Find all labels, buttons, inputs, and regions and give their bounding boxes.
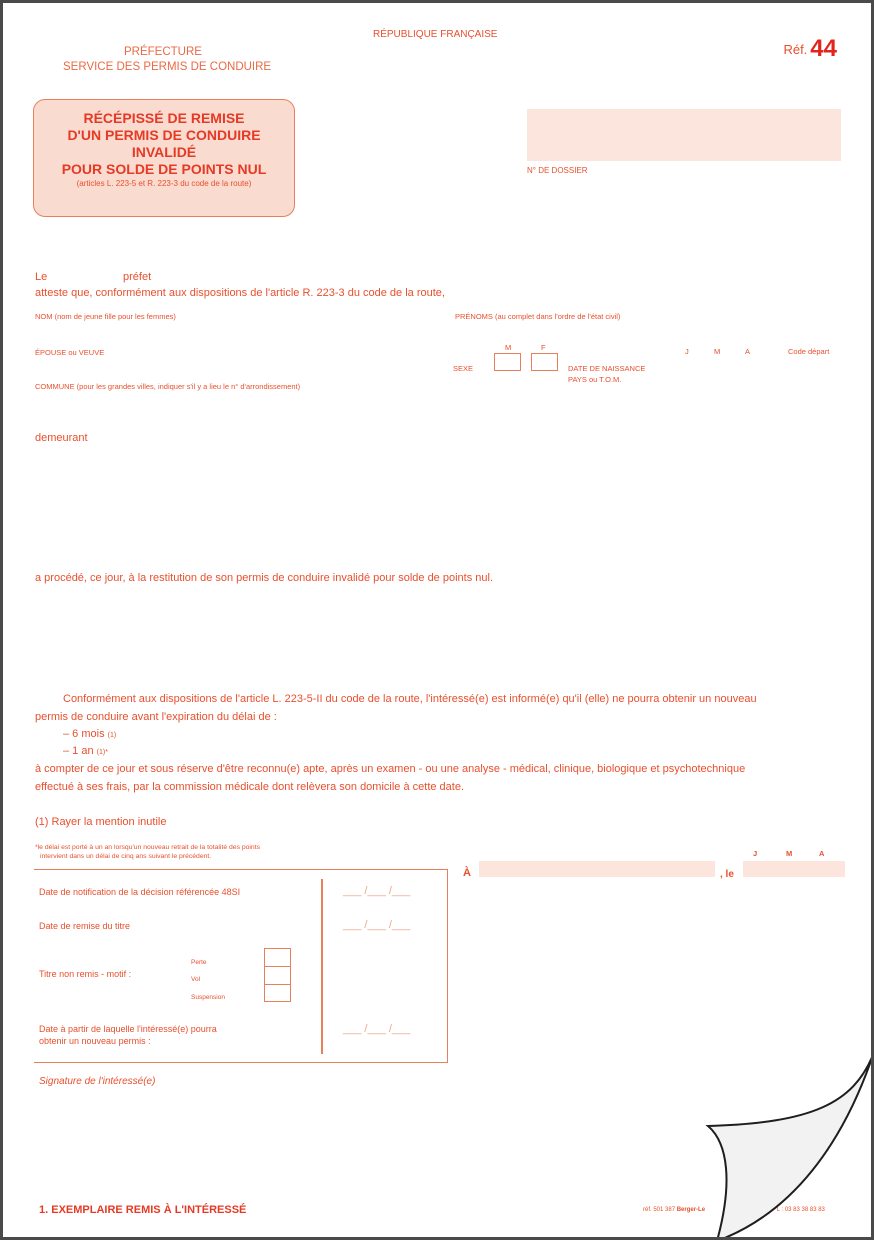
prefet-location-field[interactable] [63, 269, 119, 283]
signature-label: Signature de l'intéressé(e) [39, 1076, 156, 1087]
motif-vol-label: Vol [191, 976, 201, 983]
signing-date-field[interactable] [743, 861, 845, 877]
option-6-mois-note: (1) [107, 732, 117, 739]
option-1-an-note: (1)* [96, 749, 108, 756]
notification-date-label: Date de notification de la décision référencée 48SI [39, 887, 241, 897]
prenoms-label: PRÉNOMS (au complet dans l'ordre de l'état civil) [455, 312, 621, 321]
date-naissance-label: DATE DE NAISSANCE [568, 364, 646, 373]
motif-suspension-label: Suspension [191, 994, 225, 1001]
birth-year-label: A [745, 347, 751, 356]
sexe-m-label: M [505, 343, 512, 352]
notification-date-field[interactable]: ___ /___ /___ [343, 885, 411, 897]
place-field[interactable] [479, 861, 715, 877]
title-subtitle: (articles L. 223-5 et R. 223-3 du code de la route) [76, 179, 252, 188]
sexe-label: SEXE [453, 364, 474, 373]
title-line-1: RÉCÉPISSÉ DE REMISE [83, 110, 245, 126]
ref-number: 44 [810, 35, 837, 62]
form-reference [783, 35, 837, 63]
printer-phone: L : 03 83 38 83 83 [776, 1207, 825, 1213]
le-label: Le [35, 271, 48, 283]
option-6-mois-label: – 6 mois [63, 728, 105, 740]
sexe-f-label: F [541, 343, 546, 352]
service-line: SERVICE DES PERMIS DE CONDUIRE [63, 61, 272, 73]
nom-label: NOM (nom de jeune fille pour les femmes) [35, 312, 176, 321]
remise-date-field[interactable]: ___ /___ /___ [343, 919, 411, 931]
motif-suspension-checkbox[interactable] [264, 984, 291, 1002]
title-line-3: INVALIDÉ [131, 144, 197, 160]
code-depart-label: Code départ [788, 347, 830, 356]
titre-non-remis-label: Titre non remis - motif : [39, 969, 132, 979]
page-curl-icon [703, 1053, 874, 1240]
republique-francaise: RÉPUBLIQUE FRANÇAISE [373, 29, 498, 40]
conformement-paragraph-line1: Conformément aux dispositions de l'article L. 223-5-II du code de la route, l'intéressé(e) est informé(e) qu'il (elle) ne pourra obtenir un nouveau [63, 693, 757, 705]
nouveau-permis-date-label-line2: obtenir un nouveau permis : [39, 1036, 151, 1046]
sexe-f-checkbox[interactable] [531, 353, 558, 371]
nouveau-permis-date-label-line1: Date à partir de laquelle l'intéressé(e) pourra [39, 1024, 217, 1034]
dossier-number-field[interactable] [527, 109, 841, 161]
nouveau-permis-date-field[interactable]: ___ /___ /___ [343, 1023, 411, 1035]
pays-label: PAYS ou T.O.M. [568, 375, 622, 384]
printer-ref-code: réf. 501 387 [643, 1207, 676, 1213]
delai-note-line2: intervient dans un délai de cinq ans suivant le précédent. [40, 853, 212, 860]
printer-brand: Berger-Le [676, 1207, 706, 1213]
prefecture-line: PRÉFECTURE [124, 46, 202, 58]
apte-paragraph-line1: à compter de ce jour et sous réserve d'être reconnu(e) apte, après un examen - ou une analyse - médical, clinique, biologique et psychotechnique [35, 763, 746, 775]
commune-label: COMMUNE (pour les grandes villes, indiquer s'il y a lieu le n° d'arrondissement) [35, 382, 301, 391]
signing-month-label: M [786, 849, 793, 858]
birth-month-label: M [714, 347, 721, 356]
page-curl-backside [708, 1055, 873, 1240]
dossier-number-label: N° DE DOSSIER [527, 166, 588, 175]
prefet-label: préfet [123, 271, 152, 283]
rayer-note: (1) Rayer la mention inutile [35, 816, 167, 828]
place-label: À [463, 867, 471, 879]
copy-label: 1. EXEMPLAIRE REMIS À L'INTÉRESSÉ [39, 1204, 247, 1216]
remise-date-label: Date de remise du titre [39, 921, 131, 931]
signing-year-label: A [819, 849, 825, 858]
conformement-paragraph-line2: permis de conduire avant l'expiration du délai de : [35, 711, 277, 723]
option-1-an [63, 745, 108, 757]
title-line-2: D'UN PERMIS DE CONDUIRE [67, 127, 261, 143]
date-le-label: , le [720, 869, 734, 880]
ref-label: Réf. [783, 42, 808, 57]
table-divider [321, 879, 323, 1054]
birth-day-label: J [685, 347, 689, 356]
prefecture-header [63, 45, 272, 75]
option-6-mois [63, 728, 116, 740]
option-1-an-label: – 1 an [63, 745, 94, 757]
motif-perte-label: Perte [191, 959, 207, 966]
title-box [33, 99, 295, 217]
restitution-text: a procédé, ce jour, à la restitution de son permis de conduire invalidé pour solde de points nul. [35, 572, 494, 584]
motif-vol-checkbox[interactable] [264, 966, 291, 985]
apte-paragraph-line2: effectué à ses frais, par la commission médicale dont relèvera son domicile à cette date. [35, 781, 465, 793]
sexe-m-checkbox[interactable] [494, 353, 521, 371]
attestation-text: atteste que, conformément aux dispositions de l'article R. 223-3 du code de la route, [35, 287, 445, 299]
demeurant-label: demeurant [35, 432, 88, 444]
delai-note-line1: *le délai est porté à un an lorsqu'un nouveau retrait de la totalité des points [35, 844, 260, 851]
motif-perte-checkbox[interactable] [264, 948, 291, 967]
title-line-4: POUR SOLDE DE POINTS NUL [61, 161, 267, 177]
signing-day-label: J [753, 849, 758, 858]
epouse-label: ÉPOUSE ou VEUVE [35, 348, 105, 357]
